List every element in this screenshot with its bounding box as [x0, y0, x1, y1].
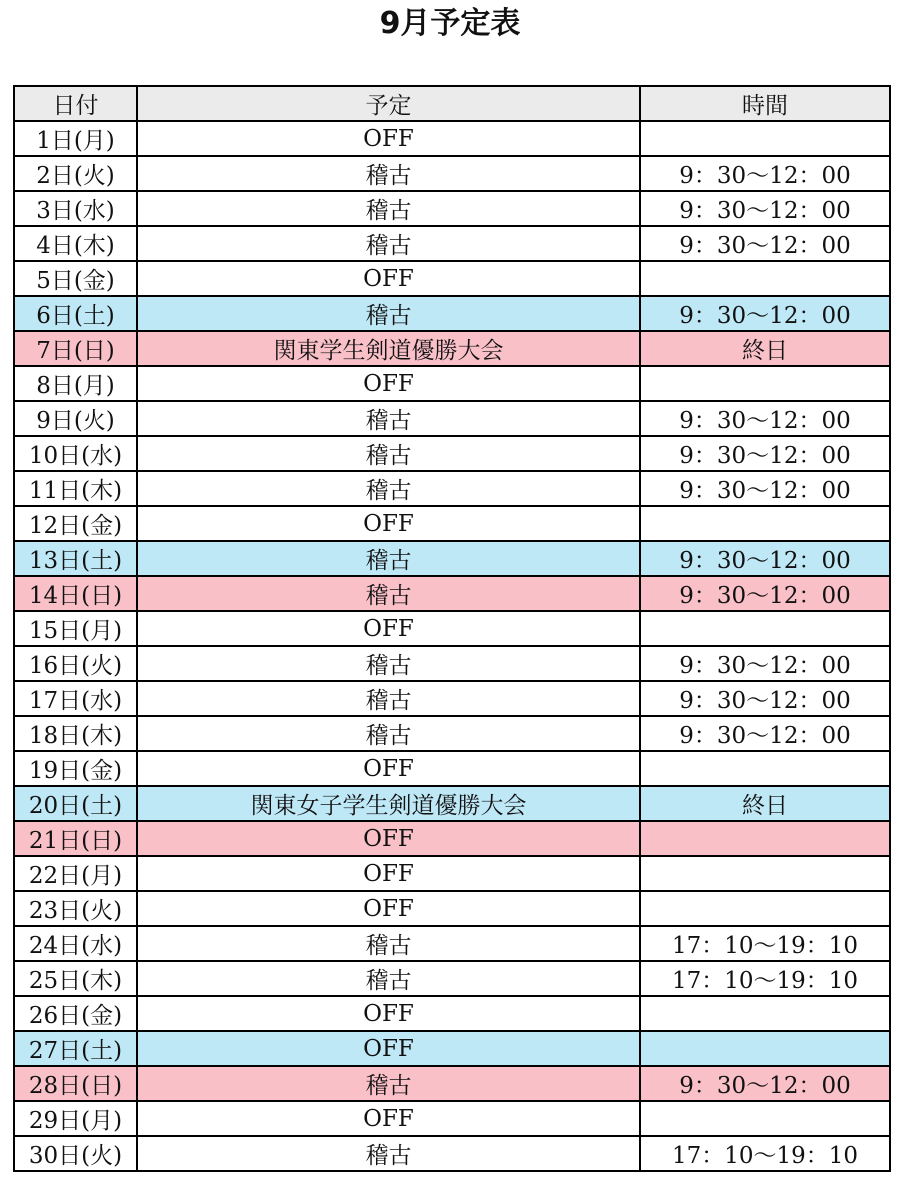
plan-cell: 稽古: [137, 226, 640, 261]
plan-cell: 稽古: [137, 926, 640, 961]
date-cell: 16日(火): [14, 646, 137, 681]
time-cell: 17：10〜19：10: [640, 961, 890, 996]
plan-cell: OFF: [137, 1101, 640, 1136]
plan-cell: 稽古: [137, 471, 640, 506]
table-row: [14, 891, 890, 926]
table-row: [14, 296, 890, 331]
time-cell: 9：30〜12：00: [640, 1066, 890, 1101]
date-cell: 3日(水): [14, 191, 137, 226]
time-cell: 9：30〜12：00: [640, 296, 890, 331]
date-cell: 24日(水): [14, 926, 137, 961]
time-cell: [640, 121, 890, 156]
time-cell: [640, 856, 890, 891]
date-cell: 15日(月): [14, 611, 137, 646]
time-cell: 9：30〜12：00: [640, 716, 890, 751]
plan-cell: 稽古: [137, 156, 640, 191]
plan-cell: OFF: [137, 821, 640, 856]
time-cell: 9：30〜12：00: [640, 576, 890, 611]
plan-cell: OFF: [137, 891, 640, 926]
table-row: [14, 576, 890, 611]
table-row: [14, 996, 890, 1031]
table-row: [14, 961, 890, 996]
table-row: [14, 751, 890, 786]
time-cell: 9：30〜12：00: [640, 156, 890, 191]
time-cell: 17：10〜19：10: [640, 1136, 890, 1171]
table-row: [14, 436, 890, 471]
table-header-row: [14, 86, 890, 121]
plan-cell: 稽古: [137, 1066, 640, 1101]
plan-cell: OFF: [137, 751, 640, 786]
plan-cell: 稽古: [137, 681, 640, 716]
time-cell: 終日: [640, 786, 890, 821]
time-cell: [640, 1031, 890, 1066]
time-cell: [640, 506, 890, 541]
time-cell: [640, 751, 890, 786]
time-cell: 9：30〜12：00: [640, 541, 890, 576]
date-cell: 18日(木): [14, 716, 137, 751]
plan-cell: 稽古: [137, 716, 640, 751]
table-row: [14, 1136, 890, 1171]
table-row: [14, 156, 890, 191]
table-row: [14, 541, 890, 576]
plan-cell: 稽古: [137, 961, 640, 996]
header-plan: 予定: [137, 86, 640, 121]
date-cell: 8日(月): [14, 366, 137, 401]
time-cell: [640, 261, 890, 296]
time-cell: 17：10〜19：10: [640, 926, 890, 961]
table-row: [14, 681, 890, 716]
date-cell: 22日(月): [14, 856, 137, 891]
table-row: [14, 611, 890, 646]
time-cell: 9：30〜12：00: [640, 191, 890, 226]
plan-cell: 関東女子学生剣道優勝大会: [137, 786, 640, 821]
header-time: 時間: [640, 86, 890, 121]
date-cell: 2日(火): [14, 156, 137, 191]
date-cell: 28日(日): [14, 1066, 137, 1101]
plan-cell: 稽古: [137, 436, 640, 471]
plan-cell: OFF: [137, 506, 640, 541]
time-cell: 9：30〜12：00: [640, 471, 890, 506]
date-cell: 20日(土): [14, 786, 137, 821]
table-row: [14, 331, 890, 366]
table-row: [14, 1031, 890, 1066]
date-cell: 13日(土): [14, 541, 137, 576]
table-row: [14, 471, 890, 506]
time-cell: [640, 821, 890, 856]
plan-cell: OFF: [137, 1031, 640, 1066]
date-cell: 17日(水): [14, 681, 137, 716]
date-cell: 11日(木): [14, 471, 137, 506]
date-cell: 25日(木): [14, 961, 137, 996]
date-cell: 29日(月): [14, 1101, 137, 1136]
plan-cell: 稽古: [137, 191, 640, 226]
table-row: [14, 926, 890, 961]
header-date: 日付: [14, 86, 137, 121]
time-cell: [640, 1101, 890, 1136]
date-cell: 5日(金): [14, 261, 137, 296]
date-cell: 7日(日): [14, 331, 137, 366]
date-cell: 1日(月): [14, 121, 137, 156]
time-cell: [640, 366, 890, 401]
table-row: [14, 401, 890, 436]
table-row: [14, 1101, 890, 1136]
date-cell: 9日(火): [14, 401, 137, 436]
table-row: [14, 856, 890, 891]
date-cell: 6日(土): [14, 296, 137, 331]
plan-cell: 稽古: [137, 296, 640, 331]
time-cell: 9：30〜12：00: [640, 401, 890, 436]
time-cell: [640, 611, 890, 646]
table-row: [14, 821, 890, 856]
plan-cell: 稽古: [137, 541, 640, 576]
time-cell: [640, 891, 890, 926]
table-row: [14, 261, 890, 296]
plan-cell: 稽古: [137, 646, 640, 681]
time-cell: 9：30〜12：00: [640, 226, 890, 261]
plan-cell: OFF: [137, 856, 640, 891]
date-cell: 4日(木): [14, 226, 137, 261]
table-row: [14, 786, 890, 821]
date-cell: 26日(金): [14, 996, 137, 1031]
date-cell: 14日(日): [14, 576, 137, 611]
plan-cell: OFF: [137, 611, 640, 646]
date-cell: 23日(火): [14, 891, 137, 926]
table-row: [14, 191, 890, 226]
table-row: [14, 366, 890, 401]
date-cell: 10日(水): [14, 436, 137, 471]
schedule-table: [13, 85, 891, 1172]
page-title: 9月予定表: [379, 6, 521, 41]
table-row: [14, 1066, 890, 1101]
table-row: [14, 121, 890, 156]
time-cell: 終日: [640, 331, 890, 366]
table-row: [14, 646, 890, 681]
date-cell: 12日(金): [14, 506, 137, 541]
date-cell: 21日(日): [14, 821, 137, 856]
table-row: [14, 716, 890, 751]
time-cell: [640, 996, 890, 1031]
plan-cell: OFF: [137, 996, 640, 1031]
plan-cell: 関東学生剣道優勝大会: [137, 331, 640, 366]
plan-cell: OFF: [137, 366, 640, 401]
table-row: [14, 226, 890, 261]
time-cell: 9：30〜12：00: [640, 646, 890, 681]
table-row: [14, 506, 890, 541]
date-cell: 27日(土): [14, 1031, 137, 1066]
plan-cell: 稽古: [137, 1136, 640, 1171]
plan-cell: OFF: [137, 261, 640, 296]
plan-cell: OFF: [137, 121, 640, 156]
plan-cell: 稽古: [137, 401, 640, 436]
date-cell: 19日(金): [14, 751, 137, 786]
time-cell: 9：30〜12：00: [640, 681, 890, 716]
plan-cell: 稽古: [137, 576, 640, 611]
time-cell: 9：30〜12：00: [640, 436, 890, 471]
date-cell: 30日(火): [14, 1136, 137, 1171]
